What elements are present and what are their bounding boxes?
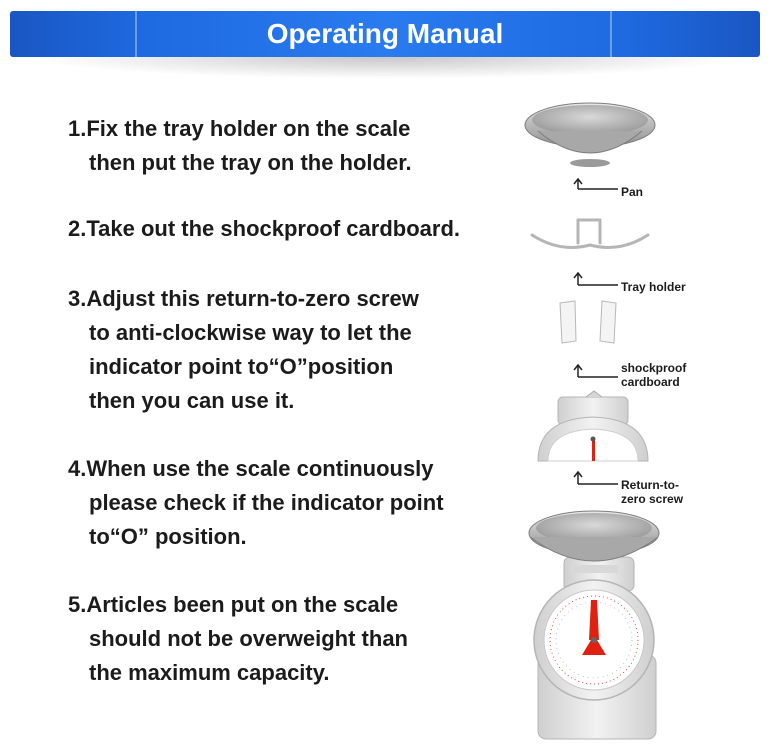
- page-title: Operating Manual: [266, 18, 504, 49]
- screw-arrow: [574, 472, 618, 484]
- assembled-scale-image: [529, 511, 659, 739]
- step-4-line-3: to“O” position.: [89, 524, 247, 549]
- cardboard-label-line-2: cardboard: [621, 375, 680, 389]
- step-1-line-2: then put the tray on the holder.: [89, 150, 412, 175]
- return-to-zero-screw-image: [538, 391, 648, 461]
- step-2: [68, 212, 460, 246]
- step-1-line-1: 1.Fix the tray holder on the scale: [68, 116, 411, 141]
- header-banner: [10, 11, 760, 57]
- tray-holder-arrow: [574, 273, 618, 285]
- step-2-line-1: 2.Take out the shockproof cardboard.: [68, 216, 460, 241]
- step-4-line-1: 4.When use the scale continuously: [68, 456, 434, 481]
- pan-label: Pan: [621, 185, 644, 199]
- step-4: [68, 452, 444, 554]
- step-4-line-2: please check if the indicator point: [89, 490, 444, 515]
- cardboard-arrow: [574, 365, 618, 377]
- shockproof-cardboard-image: [560, 301, 616, 343]
- cardboard-label-line-1: shockproof: [621, 361, 687, 375]
- screw-label-line-1: Return-to-: [621, 478, 679, 492]
- banner-shadow: [30, 57, 740, 79]
- pan-image: [525, 103, 655, 167]
- tray-holder-label: Tray holder: [621, 280, 686, 294]
- step-3-line-1: 3.Adjust this return-to-zero screw: [68, 286, 419, 311]
- step-5-line-2: should not be overweight than: [89, 626, 408, 651]
- step-5-line-1: 5.Articles been put on the scale: [68, 592, 399, 617]
- step-5: [68, 588, 408, 690]
- scale-assembly-illustration: [520, 95, 770, 744]
- pan-arrow: [574, 179, 618, 189]
- step-3-line-2: to anti-clockwise way to let the: [89, 320, 412, 345]
- step-3-line-3: indicator point to“O”position: [89, 354, 394, 379]
- step-1: [68, 112, 412, 180]
- step-5-line-3: the maximum capacity.: [89, 660, 330, 685]
- screw-label-line-2: zero screw: [621, 492, 684, 506]
- step-3-line-4: then you can use it.: [89, 388, 295, 413]
- step-3: [68, 282, 419, 418]
- scale-assembly-figure: [520, 95, 770, 744]
- tray-holder-image: [532, 220, 648, 247]
